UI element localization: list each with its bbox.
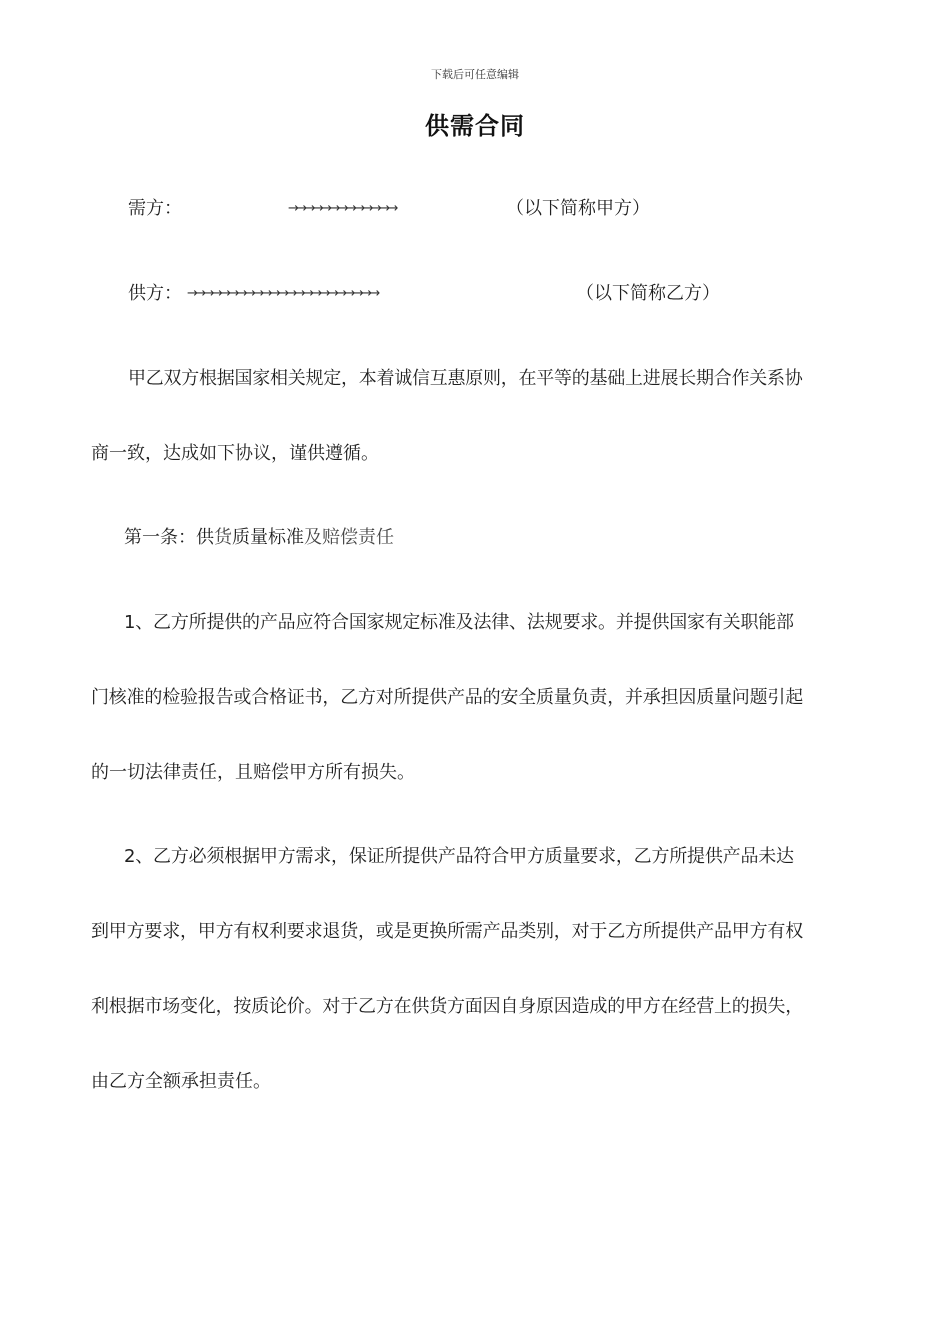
clause-1-line-2: 门核准的检验报告或合格证书，乙方对所提供产品的安全质量负责，并承担因质量问题引起: [91, 687, 803, 708]
header-note: 下载后可任意编辑: [431, 68, 519, 81]
arrow-fill: →→→→→→→→→→→→→→→→→→→→→→→: [187, 286, 378, 301]
clause-1-line-1: 1、乙方所提供的产品应符合国家规定标准及法律、法规要求。并提供国家有关职能部: [124, 612, 794, 633]
clause-1-line-3: 的一切法律责任，且赔偿甲方所有损失。: [91, 762, 415, 783]
demand-party-blank: [288, 196, 396, 222]
demand-party-suffix: （以下简称甲方）: [506, 198, 650, 219]
intro-line-2: 商一致，达成如下协议，谨供遵循。: [91, 443, 379, 464]
article-1-heading-mid: 货: [214, 527, 232, 548]
article-1-heading: [124, 525, 394, 551]
supply-party-blank: [187, 281, 378, 307]
article-1-heading-main: 第一条：供: [124, 527, 214, 548]
clause-2-line-1: 2、乙方必须根据甲方需求，保证所提供产品符合甲方质量要求，乙方所提供产品未达: [124, 846, 794, 867]
intro-line-1: 甲乙双方根据国家相关规定，本着诚信互惠原则，在平等的基础上进展长期合作关系协: [128, 368, 803, 389]
document-title: 供需合同: [425, 112, 525, 140]
article-1-heading-mid2: 质量标准: [232, 527, 304, 548]
article-1-heading-tail: 及赔偿责任: [304, 527, 394, 548]
supply-party-label: 供方：: [128, 283, 182, 304]
clause-2-line-4: 由乙方全额承担责任。: [91, 1071, 271, 1092]
supply-party-suffix: （以下简称乙方）: [576, 283, 720, 304]
demand-party-label: 需方：: [128, 198, 182, 219]
arrow-fill: →→→→→→→→→→→→→: [288, 201, 396, 216]
clause-2-line-2: 到甲方要求，甲方有权利要求退货，或是更换所需产品类别，对于乙方所提供产品甲方有权: [91, 921, 803, 942]
clause-2-line-3: 利根据市场变化，按质论价。对于乙方在供货方面因自身原因造成的甲方在经营上的损失，: [91, 996, 803, 1017]
